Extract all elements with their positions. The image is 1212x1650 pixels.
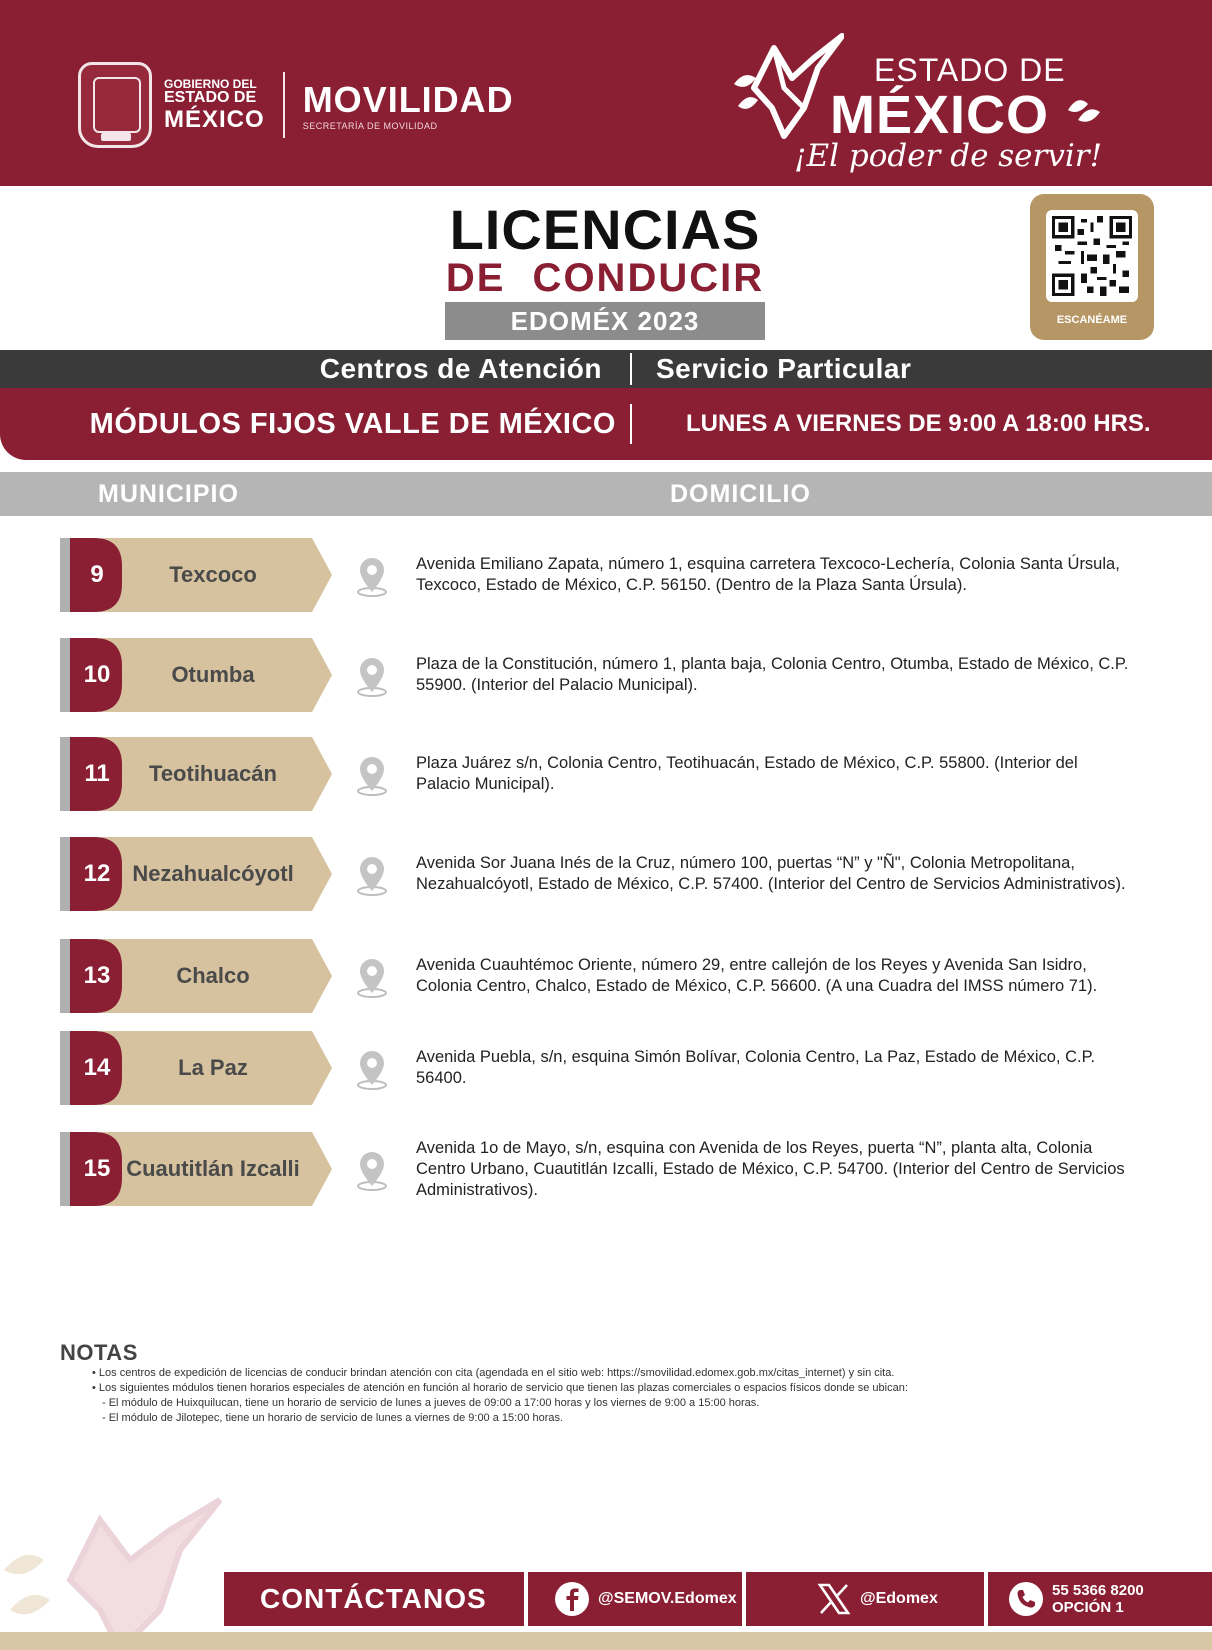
module-row xyxy=(0,1132,1212,1206)
note-subitem: - El módulo de Jilotepec, tiene un horario de servicio de lunes a viernes de 9:00 a 15:00 horas. xyxy=(102,1412,564,1424)
municipio-name: La Paz xyxy=(178,1055,248,1080)
qr-label: ESCANÉAME xyxy=(1056,314,1128,326)
column-header-municipio: MUNICIPIO xyxy=(98,480,239,508)
edomex-line-1: ESTADO DE xyxy=(874,52,1066,88)
notes-section xyxy=(60,1340,1160,1426)
address-value: Plaza Juárez s/n, Colonia Centro, Teotihuacán, Estado de México, C.P. 55800. (Interior del Palacio Municipal). xyxy=(416,754,1078,793)
qr-code[interactable] xyxy=(1046,210,1138,302)
gov-line-1: GOBIERNO DEL xyxy=(164,76,257,91)
edomex-line-2: MÉXICO xyxy=(830,85,1050,145)
gov-line-3: MÉXICO xyxy=(164,106,265,134)
logo-divider xyxy=(283,72,285,138)
module-number: 10 xyxy=(83,661,111,688)
phone-number: 55 5366 8200 xyxy=(1052,1582,1144,1599)
note-subitem: - El módulo de Huixquilucan, tiene un horario de servicio de lunes a jueves de 09:00 a 17:00 horas y los viernes de 9:00 a 15:00 horas. xyxy=(102,1397,760,1409)
movilidad-subtitle: SECRETARÍA DE MOVILIDAD xyxy=(302,121,438,131)
address-value: Plaza de la Constitución, número 1, planta baja, Colonia Centro, Otumba, Estado de México, C.P. 55900. (Interior del Palacio Municipal). xyxy=(416,655,1129,694)
title-line-1: LICENCIAS xyxy=(449,198,761,261)
watermark-hummingbird-icon xyxy=(0,1460,240,1650)
phone-icon xyxy=(1008,1581,1044,1617)
address-text xyxy=(416,538,1136,612)
location-pin-icon xyxy=(352,853,392,897)
module-row xyxy=(0,837,1212,911)
table-header xyxy=(0,472,1212,516)
state-seal-icon xyxy=(78,62,152,148)
facebook-link[interactable] xyxy=(554,1572,737,1626)
movilidad-title: MOVILIDAD xyxy=(302,79,514,120)
module-row xyxy=(0,638,1212,712)
municipio-name: Nezahualcóyotl xyxy=(132,861,294,886)
address-value: Avenida Sor Juana Inés de la Cruz, número 100, puertas “N” y "Ñ", Colonia Metropolitana, Nezahualcóyotl, Estado de México, C.P. 57400. (Interior del Centro de Servicios Administrativos). xyxy=(416,854,1126,893)
service-band xyxy=(0,350,1212,388)
address-text xyxy=(416,837,1136,911)
module-number: 13 xyxy=(83,962,111,989)
facebook-handle: @SEMOV.Edomex xyxy=(598,1590,737,1607)
address-text xyxy=(416,638,1136,712)
service-band-left: Centros de Atención xyxy=(319,353,602,384)
gov-line-2: ESTADO DE xyxy=(164,89,257,107)
municipio-tag xyxy=(60,939,332,1013)
address-text xyxy=(416,1132,1136,1206)
municipio-tag xyxy=(60,638,332,712)
address-value: Avenida Emiliano Zapata, número 1, esquina carretera Texcoco-Lechería, Colonia Santa Úrsula, Texcoco, Estado de México, C.P. 56150. (Dentro de la Plaza Santa Úrsula). xyxy=(416,555,1120,594)
location-pin-icon xyxy=(352,955,392,999)
address-text xyxy=(416,737,1136,811)
qr-code-icon xyxy=(1052,216,1132,296)
government-logo xyxy=(78,60,514,150)
leaf-icon xyxy=(1064,90,1104,130)
location-pin-icon xyxy=(352,1047,392,1091)
facebook-icon xyxy=(554,1581,590,1617)
modules-band xyxy=(0,388,1212,460)
module-row xyxy=(0,737,1212,811)
hummingbird-icon xyxy=(734,28,844,143)
address-text xyxy=(416,1031,1136,1105)
service-band-right: Servicio Particular xyxy=(656,353,912,384)
notes-title: NOTAS xyxy=(60,1340,138,1365)
title-line-3: EDOMÉX 2023 xyxy=(445,302,765,340)
title-line-2: DE CONDUCIR xyxy=(445,256,765,300)
x-handle: @Edomex xyxy=(860,1590,938,1607)
phone-text xyxy=(1052,1582,1144,1616)
module-number: 9 xyxy=(90,561,104,588)
address-value: Avenida Cuauhtémoc Oriente, número 29, entre callejón de los Reyes y Avenida San Isidro, Colonia Centro, Chalco, Estado de México, C.P. 56600. (A una Cuadra del IMSS número 71). xyxy=(416,956,1098,995)
address-value: Avenida Puebla, s/n, esquina Simón Bolívar, Colonia Centro, La Paz, Estado de México, C.P. 56400. xyxy=(416,1048,1096,1087)
municipio-name: Texcoco xyxy=(169,562,257,587)
top-header xyxy=(0,0,1212,186)
qr-code-box[interactable] xyxy=(1030,194,1154,340)
note-item: • Los centros de expedición de licencias de conducir brindan atención con cita (agendada en el sitio web: https://smovilidad.edomex.gob.mx/citas_internet) y sin cita. xyxy=(92,1367,895,1379)
movilidad-logo xyxy=(303,79,514,131)
footer-divider xyxy=(984,1572,988,1626)
edomex-slogan: ¡El poder de servir! xyxy=(794,138,1103,174)
municipio-tag xyxy=(60,837,332,911)
x-logo-icon xyxy=(816,1581,852,1617)
location-pin-icon xyxy=(352,753,392,797)
municipio-tag xyxy=(60,737,332,811)
location-pin-icon xyxy=(352,554,392,598)
footer-divider xyxy=(742,1572,746,1626)
address-text xyxy=(416,939,1136,1013)
x-link[interactable] xyxy=(816,1572,938,1626)
municipio-name: Teotihuacán xyxy=(149,761,277,786)
address-value: Avenida 1o de Mayo, s/n, esquina con Avenida de los Reyes, puerta “N”, planta alta, Colonia Centro Urbano, Cuautitlán Izcalli, Estado de México, C.P. 54700. (Interior del Centro de Servicios Administrativos). xyxy=(416,1138,1125,1199)
modules-band-hours: LUNES A VIERNES DE 9:00 A 18:00 HRS. xyxy=(686,410,1151,437)
phone-option: OPCIÓN 1 xyxy=(1052,1599,1124,1616)
bottom-strip xyxy=(0,1632,1212,1650)
municipio-tag xyxy=(60,1132,332,1206)
modules-band-title: MÓDULOS FIJOS VALLE DE MÉXICO xyxy=(89,407,616,440)
column-header-domicilio: DOMICILIO xyxy=(670,480,811,508)
module-number: 14 xyxy=(83,1054,111,1081)
module-number: 15 xyxy=(83,1155,111,1182)
note-item: • Los siguientes módulos tienen horarios especiales de atención en función al horario de servicio que tienen las plazas comerciales o espacios físicos donde se ubican: xyxy=(92,1382,908,1394)
edomex-brand xyxy=(724,28,1144,178)
municipio-name: Otumba xyxy=(171,662,255,687)
location-pin-icon xyxy=(352,654,392,698)
module-row xyxy=(0,538,1212,612)
municipio-name: Cuautitlán Izcalli xyxy=(126,1156,300,1181)
location-pin-icon xyxy=(352,1148,392,1192)
module-number: 11 xyxy=(84,760,110,787)
page-title xyxy=(440,198,770,340)
municipio-tag xyxy=(60,1031,332,1105)
contact-label: CONTÁCTANOS xyxy=(260,1583,487,1614)
module-number: 12 xyxy=(83,860,111,887)
municipio-tag xyxy=(60,538,332,612)
contact-footer xyxy=(224,1572,1212,1626)
government-name xyxy=(164,78,265,133)
footer-divider xyxy=(524,1572,528,1626)
phone-contact[interactable] xyxy=(1008,1572,1144,1626)
module-row xyxy=(0,1031,1212,1105)
module-row xyxy=(0,939,1212,1013)
municipio-name: Chalco xyxy=(176,963,250,988)
